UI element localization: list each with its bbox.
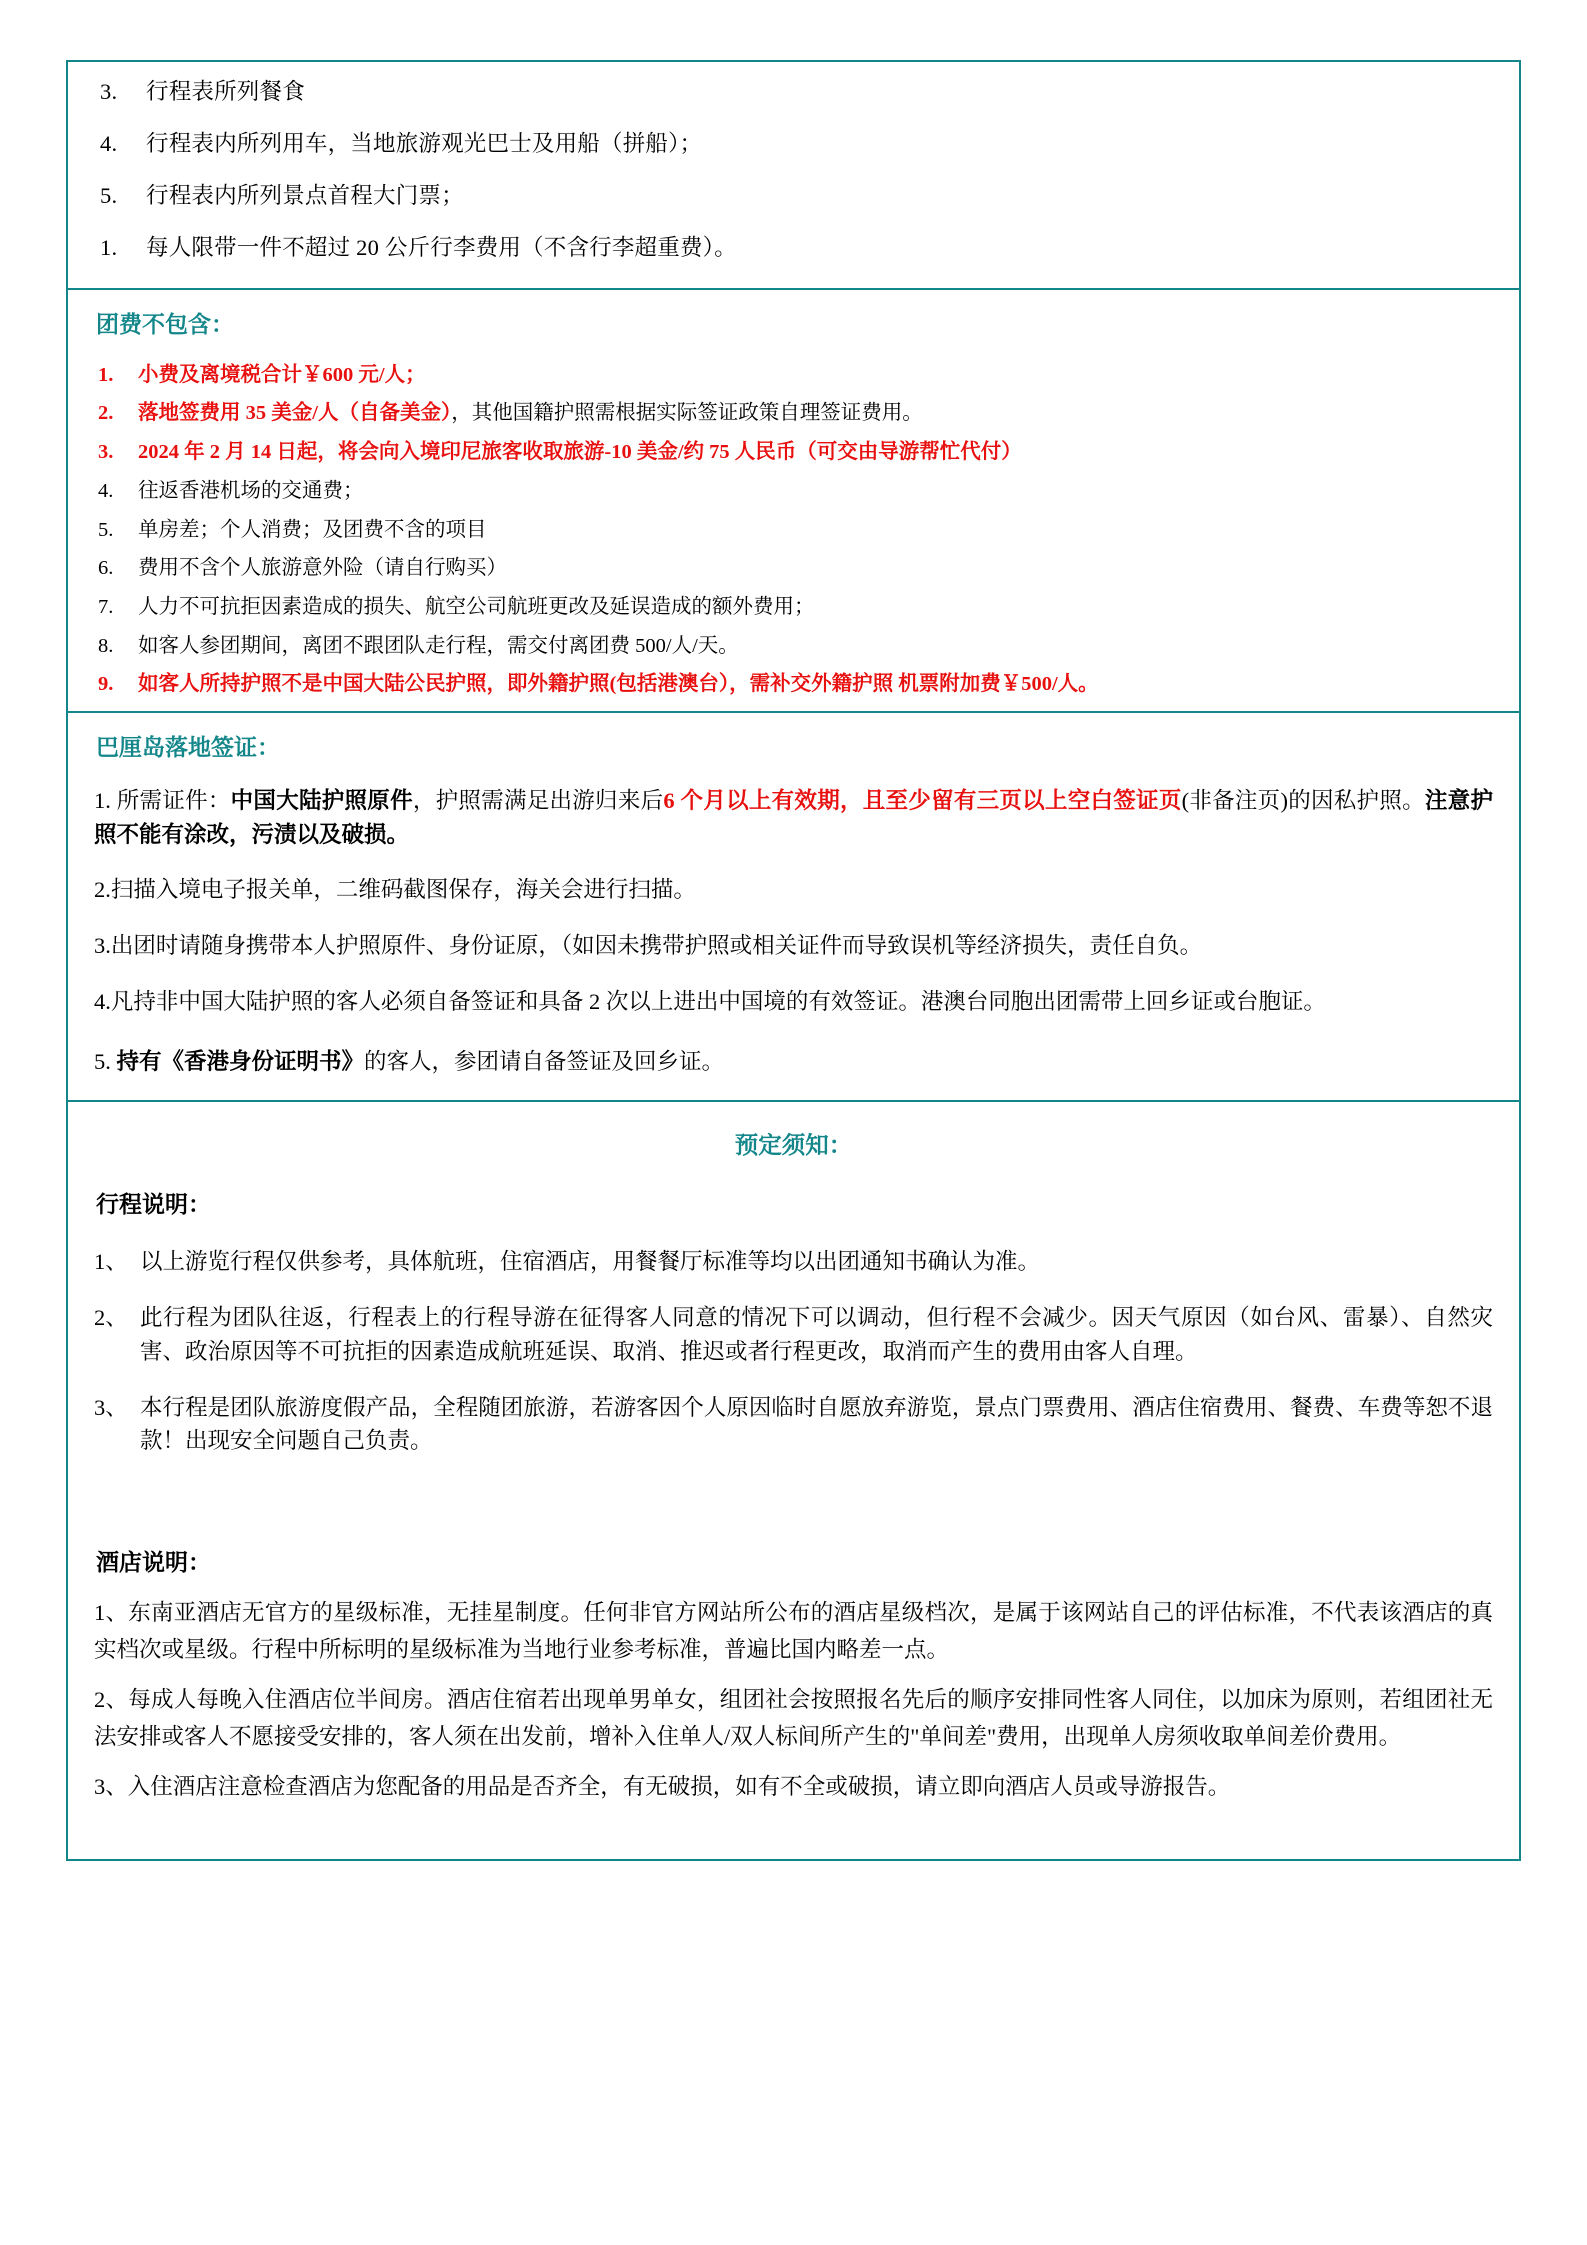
list-item xyxy=(94,632,1493,661)
list-item xyxy=(94,670,1493,699)
list-item-number: 8. xyxy=(98,634,114,657)
list-item-number: 3. xyxy=(98,441,114,464)
list-item-number: 7. xyxy=(98,595,114,618)
list-item xyxy=(94,516,1493,545)
list-item xyxy=(94,232,1493,264)
visa-item-1-seg4: 6 个月以上有效期，且至少留有三页以上空白签证页 xyxy=(663,787,1182,813)
list-item-number: 5. xyxy=(98,518,114,541)
itinerary-item xyxy=(94,1245,1493,1279)
list-item-number: 2. xyxy=(98,402,114,425)
list-item xyxy=(94,361,1493,390)
itinerary-item-number: 2、 xyxy=(94,1305,128,1331)
list-item-text xyxy=(138,438,1493,467)
section-gap xyxy=(94,1480,1493,1538)
itinerary-item-text: 此行程为团队往返，行程表上的行程导游在征得客人同意的情况下可以调动，但行程不会减少。因天气原因（如台风、雷暴）、自然灾害、政治原因等不可抗拒的因素造成航班延误、取消、推迟或者行程更改，取消而产生的费用由客人自理。 xyxy=(140,1305,1493,1364)
list-item xyxy=(94,554,1493,583)
list-item-text: 单房差；个人消费；及团费不含的项目 xyxy=(138,518,487,541)
itinerary-item-text: 以上游览行程仅供参考，具体航班，住宿酒店，用餐餐厅标准等均以出团通知书确认为准。 xyxy=(140,1249,1041,1275)
list-item-black-text: ，其他国籍护照需根据实际签证政策自理签证费用。 xyxy=(451,402,923,425)
visa-item-3: 3.出团时请随身携带本人护照原件、身份证原，（如因未携带护照或相关证件而导致误机等经济损失，责任自负。 xyxy=(94,933,1203,959)
visa-item-2: 2.扫描入境电子报关单，二维码截图保存，海关会进行扫描。 xyxy=(94,877,696,903)
section-heading-excluded: 团费不包含： xyxy=(96,310,234,337)
list-item-red-text: 小费及离境税合计￥600 元/人； xyxy=(138,363,426,386)
list-item-number: 4. xyxy=(100,130,118,156)
hotel-item: 2、每成人每晚入住酒店位半间房。酒店住宿若出现单男单女，组团社会按照报名先后的顺序安排同性客人同住，以加床为原则，若组团社无法安排或客人不愿接受安排的，客人须在出发前，增补入住单人/双人标间所产生的"单间差"费用，出现单人房须收取单间差价费用。 xyxy=(94,1687,1493,1749)
list-item xyxy=(94,593,1493,622)
section-heading-visa: 巴厘岛落地签证： xyxy=(96,733,280,760)
itinerary-item xyxy=(94,1391,1493,1459)
list-item-number: 9. xyxy=(98,673,114,696)
list-item-text: 行程表内所列景点首程大门票； xyxy=(146,182,464,208)
visa-item-1-seg1: 所需证件： xyxy=(116,787,231,813)
section-included-items xyxy=(66,60,1521,288)
list-item-text: 往返香港机场的交通费； xyxy=(138,479,364,502)
list-item-text xyxy=(138,361,1493,390)
visa-item-5 xyxy=(94,1045,1493,1079)
section-excluded-items xyxy=(66,288,1521,711)
list-item-text: 行程表内所列用车，当地旅游观光巴士及用船（拼船）； xyxy=(146,130,703,156)
list-item-number: 3. xyxy=(100,79,118,104)
hotel-item: 3、入住酒店注意检查酒店为您配备的用品是否齐全，有无破损，如有不全或破损，请立即向酒店人员或导游报告。 xyxy=(94,1773,1231,1799)
visa-item-1-seg2: 中国大陆护照原件 xyxy=(230,787,413,813)
list-item xyxy=(94,76,1493,108)
list-item-text xyxy=(138,399,1493,428)
visa-item-4: 4.凡持非中国大陆护照的客人必须自备签证和具备 2 次以上进出中国境的有效签证。港澳台同胞出团需带上回乡证或台胞证。 xyxy=(94,988,1326,1014)
list-item-number: 4. xyxy=(98,479,114,502)
list-item-number: 1. xyxy=(98,363,114,386)
hotel-item: 1、东南亚酒店无官方的星级标准，无挂星制度。任何非官方网站所公布的酒店星级档次，是属于该网站自己的评估标准，不代表该酒店的真实档次或星级。行程中所标明的星级标准为当地行业参考标准，普遍比国内略差一点。 xyxy=(94,1600,1493,1662)
visa-item-1-seg3: ，护照需满足出游归来后 xyxy=(412,787,664,813)
section-bali-visa xyxy=(66,711,1521,1101)
list-item xyxy=(94,399,1493,428)
list-item-number: 6. xyxy=(98,557,114,580)
visa-item-5-num: 5. xyxy=(94,1048,111,1074)
list-item xyxy=(94,180,1493,212)
list-item-text: 每人限带一件不超过 20 公斤行李费用（不含行李超重费）。 xyxy=(146,234,737,260)
list-item xyxy=(94,128,1493,160)
itinerary-item-text: 本行程是团队旅游度假产品，全程随团旅游，若游客因个人原因临时自愿放弃游览，景点门票费用、酒店住宿费用、餐费、车费等恕不退款！出现安全问题自己负责。 xyxy=(140,1394,1493,1454)
visa-item-1-seg5: (非备注页)的因私护照。 xyxy=(1181,787,1425,813)
list-item-number: 1. xyxy=(100,234,118,260)
list-item xyxy=(94,438,1493,467)
list-item-text: 如客人所持护照不是中国大陆公民护照，即外籍护照(包括港澳台），需补交外籍护照 机票附加费￥500/人。 xyxy=(138,673,1099,696)
visa-item-1-num: 1. xyxy=(94,787,111,813)
subsection-heading-itinerary: 行程说明： xyxy=(96,1192,211,1218)
list-item-text: 费用不含个人旅游意外险（请自行购买） xyxy=(138,557,507,580)
subsection-heading-hotel: 酒店说明： xyxy=(96,1550,211,1576)
section-heading-notice: 预定须知： xyxy=(734,1132,853,1159)
visa-item-5-seg2: 的客人，参团请自备签证及回乡证。 xyxy=(364,1048,725,1074)
list-item xyxy=(94,477,1493,506)
list-item-text: 如客人参团期间，离团不跟团队走行程，需交付离团费 500/人/天。 xyxy=(138,634,739,657)
itinerary-item-number: 1、 xyxy=(94,1249,128,1275)
visa-item-1-seg6: 注意护照不能有涂改，污渍以及破损。 xyxy=(94,787,1493,847)
visa-item-5-seg1: 持有《香港身份证明书》 xyxy=(116,1048,365,1074)
list-item-red-text: 落地签费用 35 美金/人（自备美金） xyxy=(138,402,452,425)
list-item-number: 5. xyxy=(100,182,118,208)
list-item-text: 行程表所列餐食 xyxy=(146,79,305,104)
itinerary-item xyxy=(94,1301,1493,1369)
itinerary-item-number: 3、 xyxy=(94,1394,128,1420)
visa-item-1 xyxy=(94,784,1493,852)
list-item-text: 人力不可抗拒因素造成的损失、航空公司航班更改及延误造成的额外费用； xyxy=(138,595,815,618)
section-booking-notice xyxy=(66,1100,1521,1861)
list-item-red-text: 2024 年 2 月 14 日起，将会向入境印尼旅客收取旅游-10 美金/约 75 人民币（可交由导游帮忙代付） xyxy=(138,441,1022,464)
